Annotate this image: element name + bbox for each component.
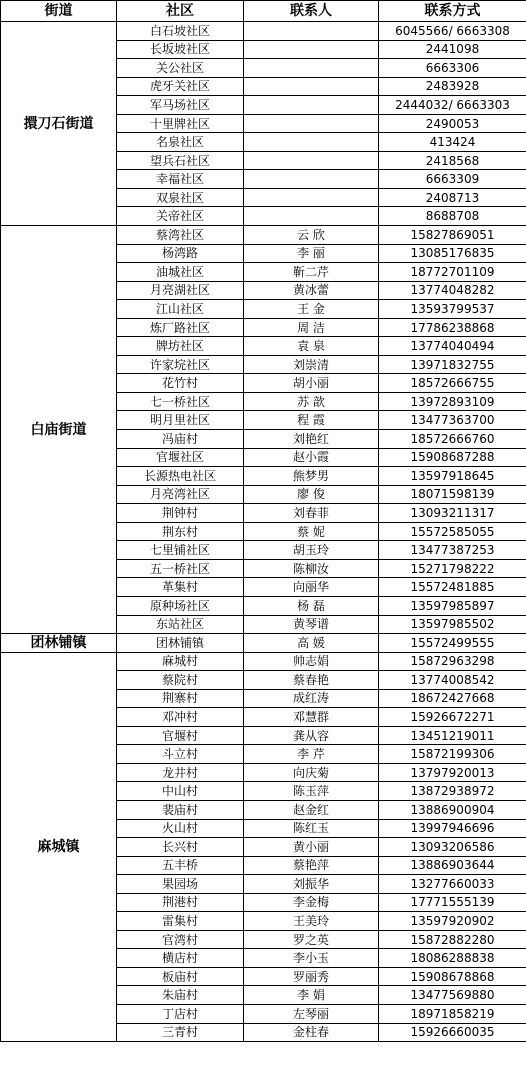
contact-person-cell: 李 丽 [244, 244, 379, 263]
community-cell: 火山村 [117, 819, 244, 838]
contact-person-cell: 赵小霞 [244, 448, 379, 467]
community-cell: 许家垸社区 [117, 355, 244, 374]
contact-person-cell: 黄琴谱 [244, 615, 379, 634]
contact-person-cell: 黄冰蕾 [244, 281, 379, 300]
community-cell: 明月里社区 [117, 411, 244, 430]
phone-cell: 13477569880 [379, 986, 526, 1005]
contact-person-cell: 陈红玉 [244, 819, 379, 838]
contact-person-cell: 邓慧群 [244, 708, 379, 727]
phone-cell: 13774048282 [379, 281, 526, 300]
phone-cell: 13597985502 [379, 615, 526, 634]
phone-cell: 15926672271 [379, 708, 526, 727]
phone-cell: 13774040494 [379, 337, 526, 356]
community-cell: 月亮湾社区 [117, 485, 244, 504]
table-row [1, 634, 526, 653]
community-cell: 五丰桥 [117, 856, 244, 875]
contact-person-cell: 胡玉玲 [244, 541, 379, 560]
community-cell: 丁店村 [117, 1004, 244, 1023]
phone-cell: 13886900904 [379, 800, 526, 819]
phone-cell: 2490053 [379, 114, 526, 133]
contact-person-cell: 周 洁 [244, 318, 379, 337]
contact-person-cell: 王美玲 [244, 912, 379, 931]
community-cell: 关公社区 [117, 59, 244, 78]
community-cell: 杨湾路 [117, 244, 244, 263]
contact-person-cell: 刘崇清 [244, 355, 379, 374]
community-cell: 邓冲村 [117, 708, 244, 727]
contact-person-cell: 黄小丽 [244, 838, 379, 857]
community-cell: 长源热电社区 [117, 467, 244, 486]
phone-cell: 15908687288 [379, 448, 526, 467]
header-contact-phone: 联系方式 [379, 1, 526, 22]
phone-cell: 13972893109 [379, 392, 526, 411]
community-cell: 荆港村 [117, 893, 244, 912]
table-row [1, 652, 526, 671]
contact-person-cell [244, 22, 379, 41]
phone-cell: 17771555139 [379, 893, 526, 912]
community-cell: 白石坡社区 [117, 22, 244, 41]
phone-cell: 13093211317 [379, 504, 526, 523]
community-cell: 官堰社区 [117, 448, 244, 467]
phone-cell: 13997946696 [379, 819, 526, 838]
community-cell: 官湾村 [117, 930, 244, 949]
contact-person-cell [244, 207, 379, 226]
phone-cell: 17786238868 [379, 318, 526, 337]
community-cell: 关帝社区 [117, 207, 244, 226]
phone-cell: 13597985897 [379, 596, 526, 615]
contact-person-cell: 陈玉萍 [244, 782, 379, 801]
phone-cell: 13093206586 [379, 838, 526, 857]
phone-cell: 13872938972 [379, 782, 526, 801]
phone-cell: 15572585055 [379, 522, 526, 541]
community-cell: 中山村 [117, 782, 244, 801]
header-community: 社区 [117, 1, 244, 22]
phone-cell: 6663306 [379, 59, 526, 78]
phone-cell: 18772701109 [379, 263, 526, 282]
community-cell: 荆钟村 [117, 504, 244, 523]
community-cell: 虎牙关社区 [117, 77, 244, 96]
phone-cell: 2408713 [379, 188, 526, 207]
community-cell: 团林铺镇 [117, 634, 244, 653]
contact-person-cell: 李小玉 [244, 949, 379, 968]
contact-person-cell: 赵金红 [244, 800, 379, 819]
phone-cell: 15872882280 [379, 930, 526, 949]
phone-cell: 8688708 [379, 207, 526, 226]
community-cell: 军马场社区 [117, 96, 244, 115]
contact-person-cell [244, 170, 379, 189]
contact-person-cell [244, 188, 379, 207]
phone-cell: 15572481885 [379, 578, 526, 597]
community-cell: 五一桥社区 [117, 559, 244, 578]
community-cell: 冯庙村 [117, 430, 244, 449]
community-cell: 原种场社区 [117, 596, 244, 615]
community-cell: 望兵石社区 [117, 151, 244, 170]
contact-person-cell: 李 芹 [244, 745, 379, 764]
table-row [1, 22, 526, 41]
contact-person-cell: 帅志娟 [244, 652, 379, 671]
contact-person-cell: 苏 歆 [244, 392, 379, 411]
community-cell: 油城社区 [117, 263, 244, 282]
contact-person-cell: 廖 俊 [244, 485, 379, 504]
contact-person-cell: 熊梦男 [244, 467, 379, 486]
phone-cell: 15572499555 [379, 634, 526, 653]
community-cell: 炼厂路社区 [117, 318, 244, 337]
phone-cell: 18071598139 [379, 485, 526, 504]
community-cell: 蔡院村 [117, 671, 244, 690]
community-cell: 蔡湾社区 [117, 226, 244, 245]
community-cell: 荆东村 [117, 522, 244, 541]
community-cell: 龙井村 [117, 763, 244, 782]
community-cell: 双泉社区 [117, 188, 244, 207]
phone-cell: 13597918645 [379, 467, 526, 486]
community-cell: 十里牌社区 [117, 114, 244, 133]
phone-cell: 18572666755 [379, 374, 526, 393]
community-cell: 荆寨村 [117, 689, 244, 708]
phone-cell: 13797920013 [379, 763, 526, 782]
contact-person-cell: 龚从容 [244, 726, 379, 745]
contact-person-cell [244, 96, 379, 115]
contact-person-cell: 蔡艳萍 [244, 856, 379, 875]
community-cell: 官堰村 [117, 726, 244, 745]
contact-person-cell: 云 欣 [244, 226, 379, 245]
community-cell: 长坂坡社区 [117, 40, 244, 59]
table-header [1, 1, 526, 22]
community-cell: 幸福社区 [117, 170, 244, 189]
phone-cell: 18086288838 [379, 949, 526, 968]
community-cell: 名泉社区 [117, 133, 244, 152]
contact-person-cell: 向庆菊 [244, 763, 379, 782]
contact-person-cell: 李金梅 [244, 893, 379, 912]
phone-cell: 2441098 [379, 40, 526, 59]
community-cell: 花竹村 [117, 374, 244, 393]
phone-cell: 13477387253 [379, 541, 526, 560]
phone-cell: 13277660033 [379, 875, 526, 894]
community-cell: 果园场 [117, 875, 244, 894]
phone-cell: 15827869051 [379, 226, 526, 245]
contact-person-cell [244, 40, 379, 59]
community-cell: 横店村 [117, 949, 244, 968]
phone-cell: 13451219011 [379, 726, 526, 745]
contact-person-cell: 袁 泉 [244, 337, 379, 356]
phone-cell: 13971832755 [379, 355, 526, 374]
street-cell: 麻城镇 [1, 652, 117, 1041]
community-cell: 裴庙村 [117, 800, 244, 819]
header-contact-person: 联系人 [244, 1, 379, 22]
header-street: 街道 [1, 1, 117, 22]
contact-person-cell: 蔡 妮 [244, 522, 379, 541]
phone-cell: 2418568 [379, 151, 526, 170]
phone-cell: 13477363700 [379, 411, 526, 430]
phone-cell: 6663309 [379, 170, 526, 189]
phone-cell: 15908678868 [379, 967, 526, 986]
community-cell: 七里铺社区 [117, 541, 244, 560]
street-cell: 白庙街道 [1, 226, 117, 634]
contact-person-cell: 刘振华 [244, 875, 379, 894]
community-cell: 江山社区 [117, 300, 244, 319]
phone-cell: 2483928 [379, 77, 526, 96]
contact-person-cell: 罗之英 [244, 930, 379, 949]
contact-person-cell [244, 59, 379, 78]
community-cell: 三青村 [117, 1023, 244, 1042]
contact-person-cell [244, 77, 379, 96]
contact-person-cell [244, 151, 379, 170]
phone-cell: 2444032/ 6663303 [379, 96, 526, 115]
table-body [1, 22, 526, 1042]
contact-person-cell: 成红涛 [244, 689, 379, 708]
phone-cell: 15926660035 [379, 1023, 526, 1042]
contact-person-cell: 陈柳汝 [244, 559, 379, 578]
phone-cell: 13886903644 [379, 856, 526, 875]
community-cell: 朱庙村 [117, 986, 244, 1005]
community-cell: 牌坊社区 [117, 337, 244, 356]
community-cell: 东站社区 [117, 615, 244, 634]
community-cell: 麻城村 [117, 652, 244, 671]
phone-cell: 18572666760 [379, 430, 526, 449]
header-row [1, 1, 526, 22]
phone-cell: 13593799537 [379, 300, 526, 319]
community-cell: 七一桥社区 [117, 392, 244, 411]
phone-cell: 15872199306 [379, 745, 526, 764]
community-cell: 板庙村 [117, 967, 244, 986]
contact-person-cell: 蔡春艳 [244, 671, 379, 690]
street-cell: 擐刀石街道 [1, 22, 117, 226]
street-cell: 团林铺镇 [1, 634, 117, 653]
phone-cell: 13085176835 [379, 244, 526, 263]
phone-cell: 18971858219 [379, 1004, 526, 1023]
table-row [1, 226, 526, 245]
contact-person-cell [244, 133, 379, 152]
phone-cell: 6045566/ 6663308 [379, 22, 526, 41]
contact-person-cell: 左琴丽 [244, 1004, 379, 1023]
contact-person-cell: 胡小丽 [244, 374, 379, 393]
contact-person-cell: 刘春菲 [244, 504, 379, 523]
contact-person-cell: 杨 磊 [244, 596, 379, 615]
phone-cell: 13774008542 [379, 671, 526, 690]
phone-cell: 15872963298 [379, 652, 526, 671]
contact-person-cell: 李 娟 [244, 986, 379, 1005]
contact-person-cell [244, 114, 379, 133]
contact-person-cell: 罗丽秀 [244, 967, 379, 986]
phone-cell: 13597920902 [379, 912, 526, 931]
phone-cell: 18672427668 [379, 689, 526, 708]
phone-cell: 15271798222 [379, 559, 526, 578]
community-cell: 革集村 [117, 578, 244, 597]
community-cell: 长兴村 [117, 838, 244, 857]
contact-person-cell: 向丽华 [244, 578, 379, 597]
contact-person-cell: 高 媛 [244, 634, 379, 653]
community-cell: 斗立村 [117, 745, 244, 764]
community-cell: 雷集村 [117, 912, 244, 931]
contact-person-cell: 金柱春 [244, 1023, 379, 1042]
contact-person-cell: 靳二芹 [244, 263, 379, 282]
community-cell: 月亮湖社区 [117, 281, 244, 300]
contact-person-cell: 王 金 [244, 300, 379, 319]
contact-person-cell: 程 霞 [244, 411, 379, 430]
contact-person-cell: 刘艳红 [244, 430, 379, 449]
phone-cell: 413424 [379, 133, 526, 152]
